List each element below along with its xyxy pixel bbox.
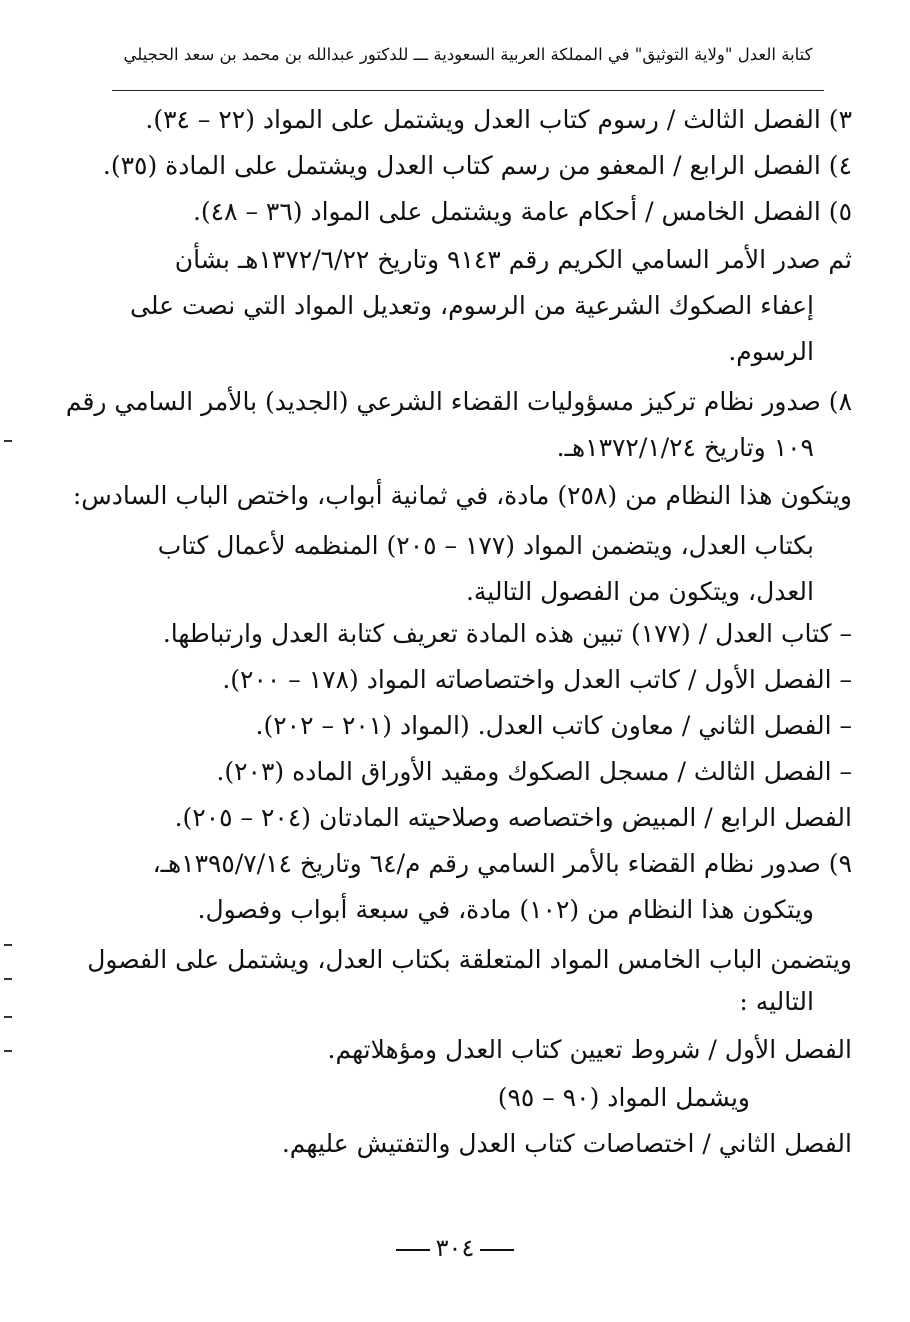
scan-margin-mark bbox=[4, 440, 12, 442]
text-line: العدل، ويتكون من الفصول التالية. bbox=[465, 577, 814, 606]
page-number: ٣٠٤ bbox=[435, 1234, 475, 1262]
footer-dash bbox=[480, 1249, 514, 1251]
text-line: ويتكون هذا النظام من (٢٥٨) مادة، في ثمانية أبواب، واختص الباب السادس: bbox=[72, 481, 852, 510]
text-line: الفصل الرابع / المبيض واختصاصه وصلاحيته المادتان (٢٠٤ – ٢٠٥). bbox=[174, 803, 852, 832]
text-line: ١٠٩ وتاريخ ١٣٧٢/١/٢٤هـ. bbox=[556, 433, 814, 462]
text-line: – الفصل الثالث / مسجل الصكوك ومقيد الأوراق الماده (٢٠٣). bbox=[216, 757, 852, 786]
text-line: – كتاب العدل / (١٧٧) تبين هذه المادة تعريف كتابة العدل وارتباطها. bbox=[162, 619, 852, 648]
text-line: – الفصل الأول / كاتب العدل واختصاصاته المواد (١٧٨ – ٢٠٠). bbox=[222, 665, 852, 694]
scan-margin-mark bbox=[4, 1016, 12, 1018]
text-line: ٩) صدور نظام القضاء بالأمر السامي رقم م/٦٤ وتاريخ ١٣٩٥/٧/١٤هـ، bbox=[152, 849, 852, 878]
text-line: ويتضمن الباب الخامس المواد المتعلقة بكتاب العدل، ويشتمل على الفصول bbox=[87, 945, 852, 974]
text-line: – الفصل الثاني / معاون كاتب العدل. (المواد (٢٠١ – ٢٠٢). bbox=[255, 711, 852, 740]
text-line: الفصل الأول / شروط تعيين كتاب العدل ومؤهلاتهم. bbox=[327, 1035, 852, 1064]
page-footer bbox=[0, 1230, 910, 1266]
scan-margin-mark bbox=[4, 1050, 12, 1052]
text-line: الرسوم. bbox=[728, 337, 814, 366]
scan-margin-mark bbox=[4, 978, 12, 980]
text-line: الفصل الثاني / اختصاصات كتاب العدل والتفتيش عليهم. bbox=[281, 1129, 852, 1158]
text-line: ثم صدر الأمر السامي الكريم رقم ٩١٤٣ وتاريخ ١٣٧٢/٦/٢٢هـ بشأن bbox=[174, 245, 852, 274]
text-line: إعفاء الصكوك الشرعية من الرسوم، وتعديل المواد التي نصت على bbox=[130, 291, 814, 320]
header-rule bbox=[112, 90, 824, 91]
text-line: بكتاب العدل، ويتضمن المواد (١٧٧ – ٢٠٥) المنظمه لأعمال كتاب bbox=[157, 531, 814, 560]
scan-margin-mark bbox=[4, 944, 12, 946]
text-line: ٨) صدور نظام تركيز مسؤوليات القضاء الشرعي (الجديد) بالأمر السامي رقم bbox=[65, 387, 852, 416]
text-line: ٥) الفصل الخامس / أحكام عامة ويشتمل على المواد (٣٦ – ٤٨). bbox=[192, 197, 852, 226]
text-line: ويشمل المواد (٩٠ – ٩٥) bbox=[497, 1083, 750, 1112]
text-line: ٤) الفصل الرابع / المعفو من رسم كتاب العدل ويشتمل على المادة (٣٥). bbox=[102, 151, 852, 180]
running-header: كتابة العدل "ولاية التوثيق" في المملكة العربية السعودية ـــ للدكتور عبدالله بن محمد بن سعد الحجيلي bbox=[123, 45, 813, 64]
text-line: التاليه : bbox=[739, 987, 814, 1016]
text-line: ويتكون هذا النظام من (١٠٢) مادة، في سبعة أبواب وفصول. bbox=[197, 895, 814, 924]
text-line: ٣) الفصل الثالث / رسوم كتاب العدل ويشتمل على المواد (٢٢ – ٣٤). bbox=[145, 105, 852, 134]
footer-dash bbox=[396, 1249, 430, 1251]
